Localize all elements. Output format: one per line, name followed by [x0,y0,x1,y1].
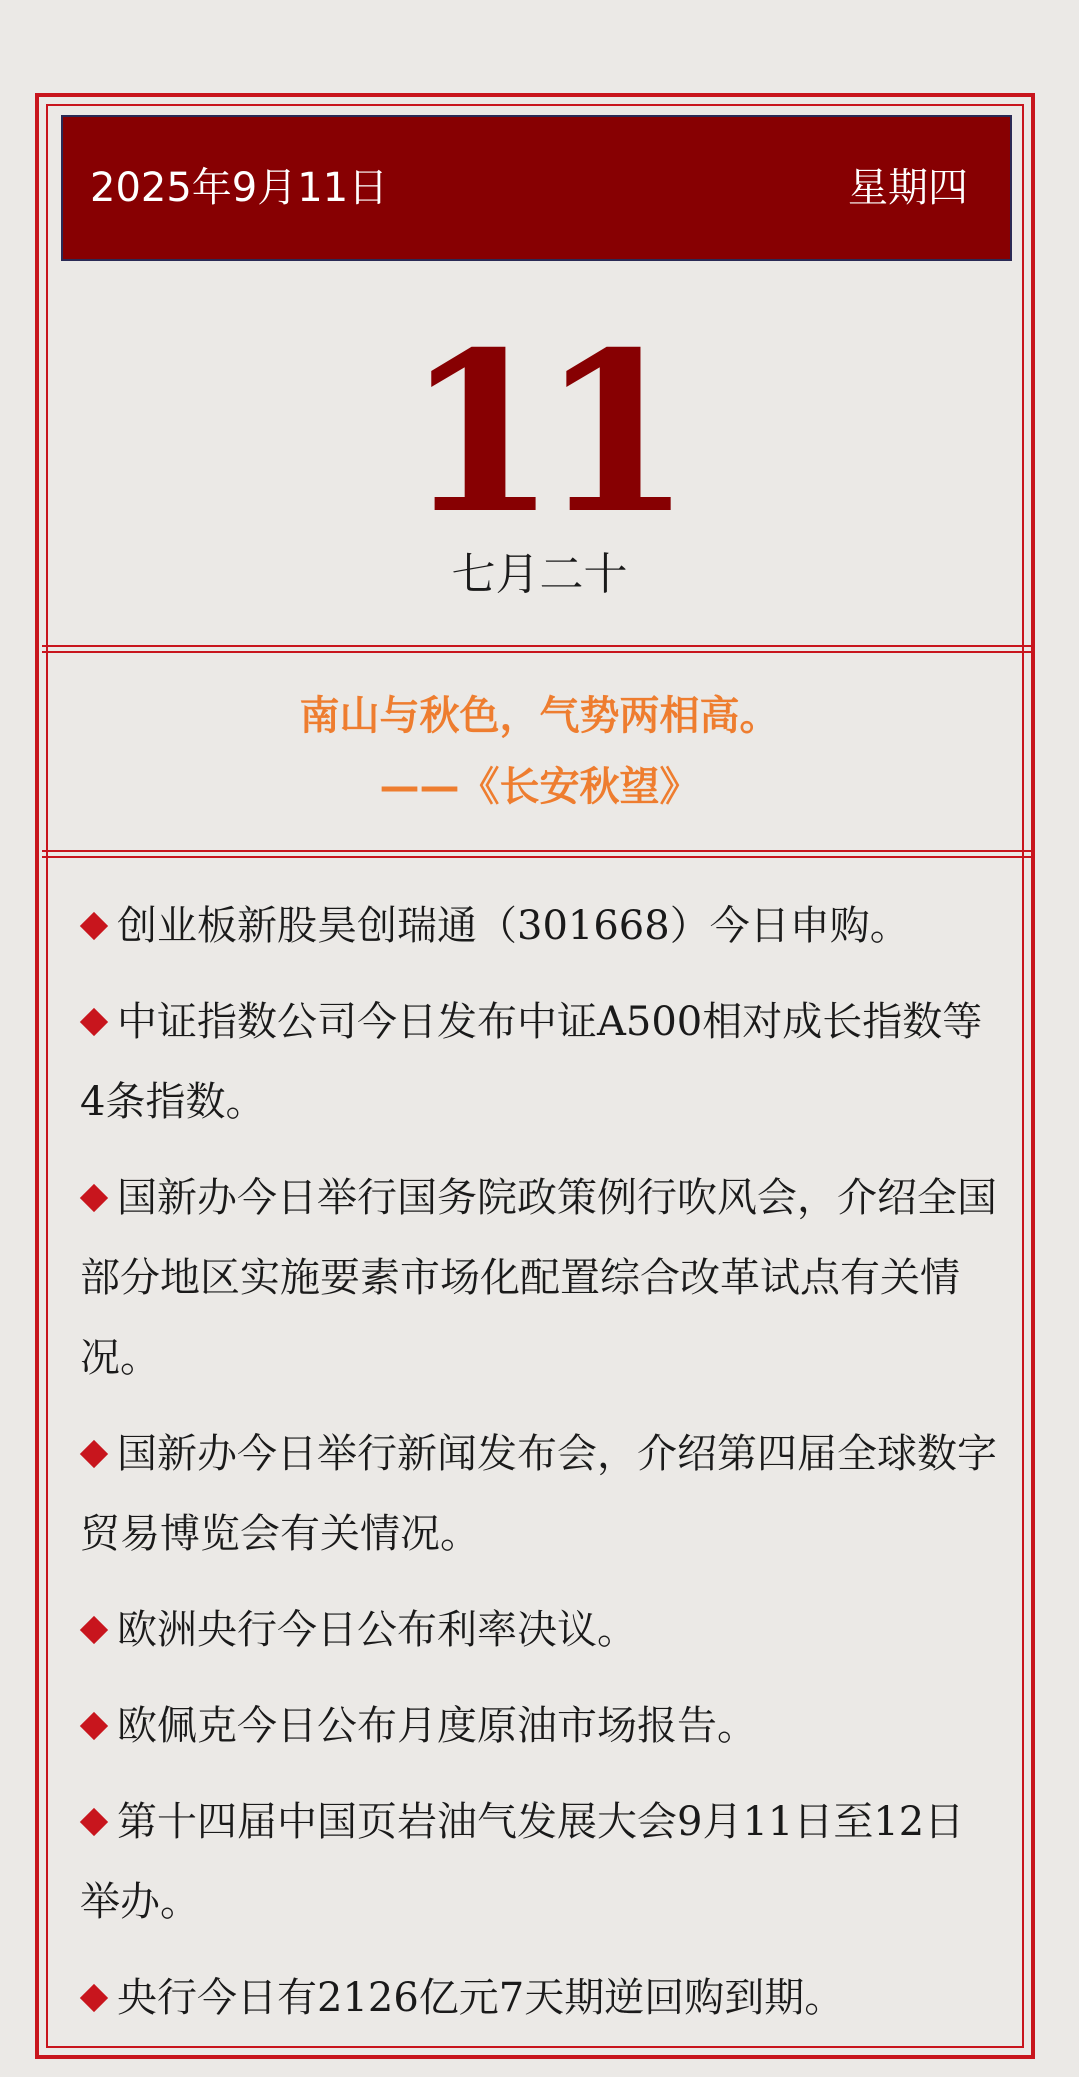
news-item [80,886,1000,966]
diamond-bullet-icon [80,1712,108,1740]
news-list [80,886,1000,2054]
diamond-bullet-icon [80,912,108,940]
news-text: 中证指数公司今日发布中证A500相对成长指数等4条指数。 [80,999,983,1125]
news-item [80,1414,1000,1574]
diamond-bullet-icon [80,1440,108,1468]
divider-top-1 [42,645,1033,647]
news-text: 欧洲央行今日公布利率决议。 [117,1607,637,1653]
news-text: 国新办今日举行新闻发布会，介绍第四届全球数字贸易博览会有关情况。 [80,1431,997,1557]
diamond-bullet-icon [80,1808,108,1836]
news-item [80,1958,1000,2038]
news-text: 第十四届中国页岩油气发展大会9月11日至12日举办。 [80,1799,965,1925]
news-text: 国新办今日举行国务院政策例行吹风会，介绍全国部分地区实施要素市场化配置综合改革试点有关情况。 [80,1175,997,1381]
day-number: 11 [404,303,675,562]
news-text: 创业板新股昊创瑞通（301668）今日申购。 [117,903,910,949]
lunar-date: 七月二十 [451,549,628,600]
diamond-bullet-icon [80,1984,108,2012]
divider-top-2 [42,651,1033,653]
diamond-bullet-icon [80,1616,108,1644]
news-item [80,982,1000,1142]
divider-bottom-2 [42,856,1033,858]
diamond-bullet-icon [80,1184,108,1212]
news-item [80,1782,1000,1942]
news-text: 央行今日有2126亿元7天期逆回购到期。 [117,1975,845,2021]
date-header [61,115,1012,261]
divider-bottom-1 [42,850,1033,852]
poem-line: 南山与秋色，气势两相高。 [299,693,780,739]
poem-source: ——《长安秋望》 [379,764,700,810]
full-date: 2025年9月11日 [90,165,389,211]
diamond-bullet-icon [80,1008,108,1036]
weekday: 星期四 [848,165,968,211]
news-item [80,1590,1000,1670]
news-text: 欧佩克今日公布月度原油市场报告。 [117,1703,757,1749]
news-item [80,1158,1000,1398]
news-item [80,1686,1000,1766]
